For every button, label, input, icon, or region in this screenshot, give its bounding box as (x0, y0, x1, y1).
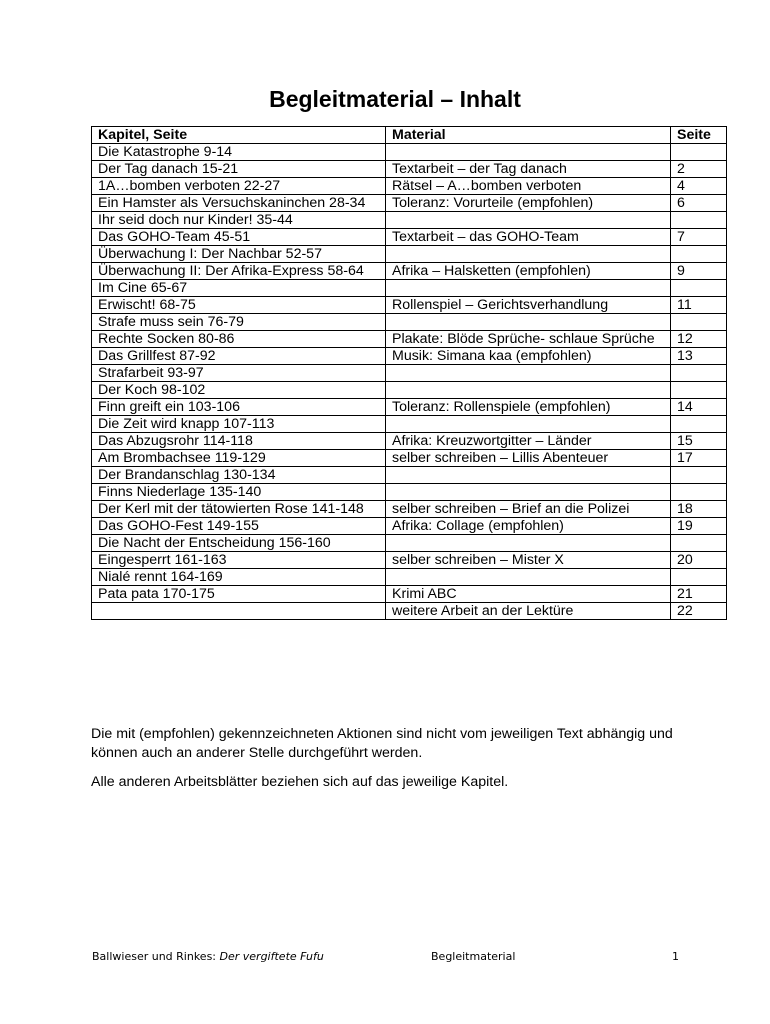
table-row (92, 246, 727, 263)
page-cell (671, 365, 727, 382)
table-row (92, 450, 727, 467)
page-cell: 11 (671, 297, 727, 314)
material-cell (386, 314, 671, 331)
chapter-cell: Strafarbeit 93-97 (92, 365, 386, 382)
material-cell: Toleranz: Vorurteile (empfohlen) (386, 195, 671, 212)
page-cell: 20 (671, 552, 727, 569)
page-number: 1 (672, 950, 679, 963)
table-row (92, 331, 727, 348)
footer-authors: Ballwieser und Rinkes: (92, 950, 220, 963)
table-row (92, 195, 727, 212)
page-cell (671, 535, 727, 552)
chapter-cell: Finn greift ein 103-106 (92, 399, 386, 416)
page-cell (671, 280, 727, 297)
chapter-cell: Der Brandanschlag 130-134 (92, 467, 386, 484)
chapter-cell: Überwachung I: Der Nachbar 52-57 (92, 246, 386, 263)
chapter-cell: Der Koch 98-102 (92, 382, 386, 399)
table-row (92, 229, 727, 246)
material-cell: Krimi ABC (386, 586, 671, 603)
footer-center-label: Begleitmaterial (431, 950, 516, 963)
chapter-cell: Erwischt! 68-75 (92, 297, 386, 314)
table-row (92, 144, 727, 161)
page-cell: 21 (671, 586, 727, 603)
table-row (92, 314, 727, 331)
material-cell (386, 569, 671, 586)
chapter-cell: Der Kerl mit der tätowierten Rose 141-148 (92, 501, 386, 518)
material-cell (386, 416, 671, 433)
table-row (92, 535, 727, 552)
chapter-cell: Der Tag danach 15-21 (92, 161, 386, 178)
page-cell (671, 467, 727, 484)
contents-table (91, 126, 727, 620)
page-cell: 15 (671, 433, 727, 450)
page-cell: 18 (671, 501, 727, 518)
page-cell: 2 (671, 161, 727, 178)
table-row (92, 178, 727, 195)
chapter-cell: Das Abzugsrohr 114-118 (92, 433, 386, 450)
page-cell: 6 (671, 195, 727, 212)
table-row (92, 586, 727, 603)
chapter-cell: Überwachung II: Der Afrika-Express 58-64 (92, 263, 386, 280)
material-cell: Textarbeit – das GOHO-Team (386, 229, 671, 246)
recommended-note: Die mit (empfohlen) gekennzeichneten Aktionen sind nicht vom jeweiligen Text abhängig und können auch an anderer Stelle durchgeführt werden. (91, 726, 673, 761)
page-cell (671, 484, 727, 501)
page-cell: 13 (671, 348, 727, 365)
page-cell: 14 (671, 399, 727, 416)
chapter-cell: Die Nacht der Entscheidung 156-160 (92, 535, 386, 552)
chapter-cell: 1A…bomben verboten 22-27 (92, 178, 386, 195)
material-cell: Toleranz: Rollenspiele (empfohlen) (386, 399, 671, 416)
table-row (92, 552, 727, 569)
chapter-cell (92, 603, 386, 620)
table-row (92, 263, 727, 280)
chapter-cell: Strafe muss sein 76-79 (92, 314, 386, 331)
chapter-cell: Nialé rennt 164-169 (92, 569, 386, 586)
header-page: Seite (671, 127, 727, 144)
table-row (92, 467, 727, 484)
table-row (92, 569, 727, 586)
table-row (92, 416, 727, 433)
header-chapter: Kapitel, Seite (92, 127, 386, 144)
table-row (92, 484, 727, 501)
material-cell: Afrika – Halsketten (empfohlen) (386, 263, 671, 280)
table-row (92, 365, 727, 382)
page-cell (671, 569, 727, 586)
page-cell (671, 416, 727, 433)
material-cell: Musik: Simana kaa (empfohlen) (386, 348, 671, 365)
table-row (92, 399, 727, 416)
material-cell (386, 246, 671, 263)
material-cell (386, 535, 671, 552)
page-cell: 17 (671, 450, 727, 467)
table-row (92, 501, 727, 518)
page-cell (671, 212, 727, 229)
header-material: Material (386, 127, 671, 144)
page-cell: 12 (671, 331, 727, 348)
chapter-cell: Ihr seid doch nur Kinder! 35-44 (92, 212, 386, 229)
table-header-row (92, 127, 727, 144)
page-cell (671, 246, 727, 263)
material-cell: Rollenspiel – Gerichtsverhandlung (386, 297, 671, 314)
material-cell (386, 382, 671, 399)
table-body (92, 144, 727, 620)
chapter-cell: Rechte Socken 80-86 (92, 331, 386, 348)
material-cell: selber schreiben – Mister X (386, 552, 671, 569)
page-cell: 4 (671, 178, 727, 195)
material-cell: Rätsel – A…bomben verboten (386, 178, 671, 195)
chapter-cell: Ein Hamster als Versuchskaninchen 28-34 (92, 195, 386, 212)
chapter-cell: Eingesperrt 161-163 (92, 552, 386, 569)
footer-book-title: Der vergiftete Fufu (219, 950, 324, 963)
chapter-cell: Das GOHO-Fest 149-155 (92, 518, 386, 535)
material-cell (386, 280, 671, 297)
material-cell (386, 365, 671, 382)
material-cell: Textarbeit – der Tag danach (386, 161, 671, 178)
material-cell (386, 467, 671, 484)
page-title: Begleitmaterial – Inhalt (269, 86, 521, 112)
table-row (92, 433, 727, 450)
chapter-cell: Das GOHO-Team 45-51 (92, 229, 386, 246)
material-cell: selber schreiben – Lillis Abenteuer (386, 450, 671, 467)
page-cell (671, 144, 727, 161)
chapter-cell: Finns Niederlage 135-140 (92, 484, 386, 501)
material-cell: weitere Arbeit an der Lektüre (386, 603, 671, 620)
page-cell: 19 (671, 518, 727, 535)
material-cell (386, 212, 671, 229)
material-cell (386, 144, 671, 161)
material-cell: Plakate: Blöde Sprüche- schlaue Sprüche (386, 331, 671, 348)
chapter-cell: Am Brombachsee 119-129 (92, 450, 386, 467)
chapter-cell: Die Zeit wird knapp 107-113 (92, 416, 386, 433)
chapter-cell: Pata pata 170-175 (92, 586, 386, 603)
table-row (92, 518, 727, 535)
page-cell (671, 314, 727, 331)
table-row (92, 603, 727, 620)
page-cell: 7 (671, 229, 727, 246)
table-row (92, 280, 727, 297)
material-cell: Afrika: Collage (empfohlen) (386, 518, 671, 535)
chapter-cell: Die Katastrophe 9-14 (92, 144, 386, 161)
page-cell: 9 (671, 263, 727, 280)
worksheets-note: Alle anderen Arbeitsblätter beziehen sich auf das jeweilige Kapitel. (91, 774, 509, 790)
material-cell (386, 484, 671, 501)
chapter-cell: Im Cine 65-67 (92, 280, 386, 297)
table-row (92, 297, 727, 314)
page-cell (671, 382, 727, 399)
table-row (92, 348, 727, 365)
material-cell: Afrika: Kreuzwortgitter – Länder (386, 433, 671, 450)
page-cell: 22 (671, 603, 727, 620)
material-cell: selber schreiben – Brief an die Polizei (386, 501, 671, 518)
table-row (92, 161, 727, 178)
table-row (92, 212, 727, 229)
footer-author-book (92, 950, 324, 964)
chapter-cell: Das Grillfest 87-92 (92, 348, 386, 365)
table-row (92, 382, 727, 399)
